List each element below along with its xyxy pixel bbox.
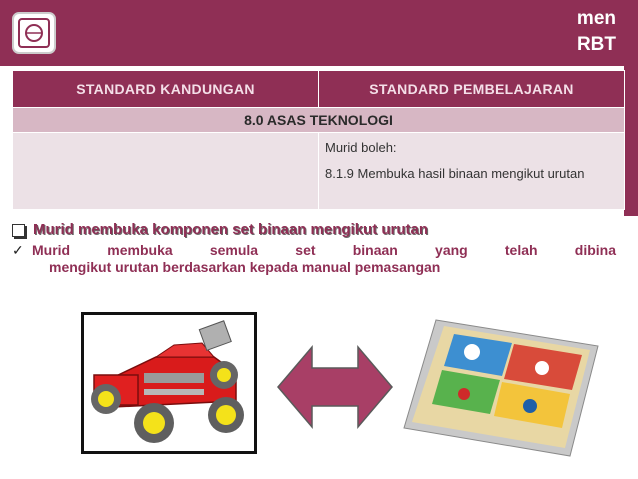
column-header-standard-kandungan: STANDARD KANDUNGAN	[13, 71, 319, 108]
learning-item: 8.1.9 Membuka hasil binaan mengikut urutan	[325, 166, 585, 181]
column-header-standard-pembelajaran: STANDARD PEMBELAJARAN	[319, 71, 625, 108]
double-arrow-icon	[276, 344, 394, 430]
bullet-heading	[12, 221, 616, 239]
bullet-item	[12, 242, 616, 259]
bullet-list	[12, 221, 616, 276]
side-accent-band	[624, 66, 638, 216]
toy-car-image	[81, 312, 257, 454]
logo-icon	[12, 12, 56, 54]
toy-car-illustration	[84, 315, 254, 451]
page-title-line2: RBT	[576, 34, 616, 55]
page-title	[577, 6, 616, 58]
page-title-line1: men	[576, 8, 616, 29]
bullet-item-line2: mengikut urutan berdasarkan kepada manual pemasangan	[49, 259, 441, 275]
table-section-row	[13, 108, 625, 133]
bullet-item-line1: Murid membuka semula set binaan yang telah dibina	[32, 242, 616, 258]
learning-intro: Murid boleh:	[325, 140, 397, 155]
assembly-manual-image	[402, 310, 600, 460]
standard-table	[12, 70, 625, 210]
section-title: 8.0 ASAS TEKNOLOGI	[13, 108, 625, 133]
bullet-heading-text: Murid membuka komponen set binaan mengikut urutan	[33, 221, 429, 238]
square-bullet-icon	[12, 224, 25, 237]
content-standard-cell	[13, 133, 319, 210]
learning-standard-cell	[319, 133, 625, 210]
table-header-row	[13, 71, 625, 108]
table-row	[13, 133, 625, 210]
header-band	[0, 0, 638, 66]
checkmark-icon: ✓	[12, 242, 24, 258]
